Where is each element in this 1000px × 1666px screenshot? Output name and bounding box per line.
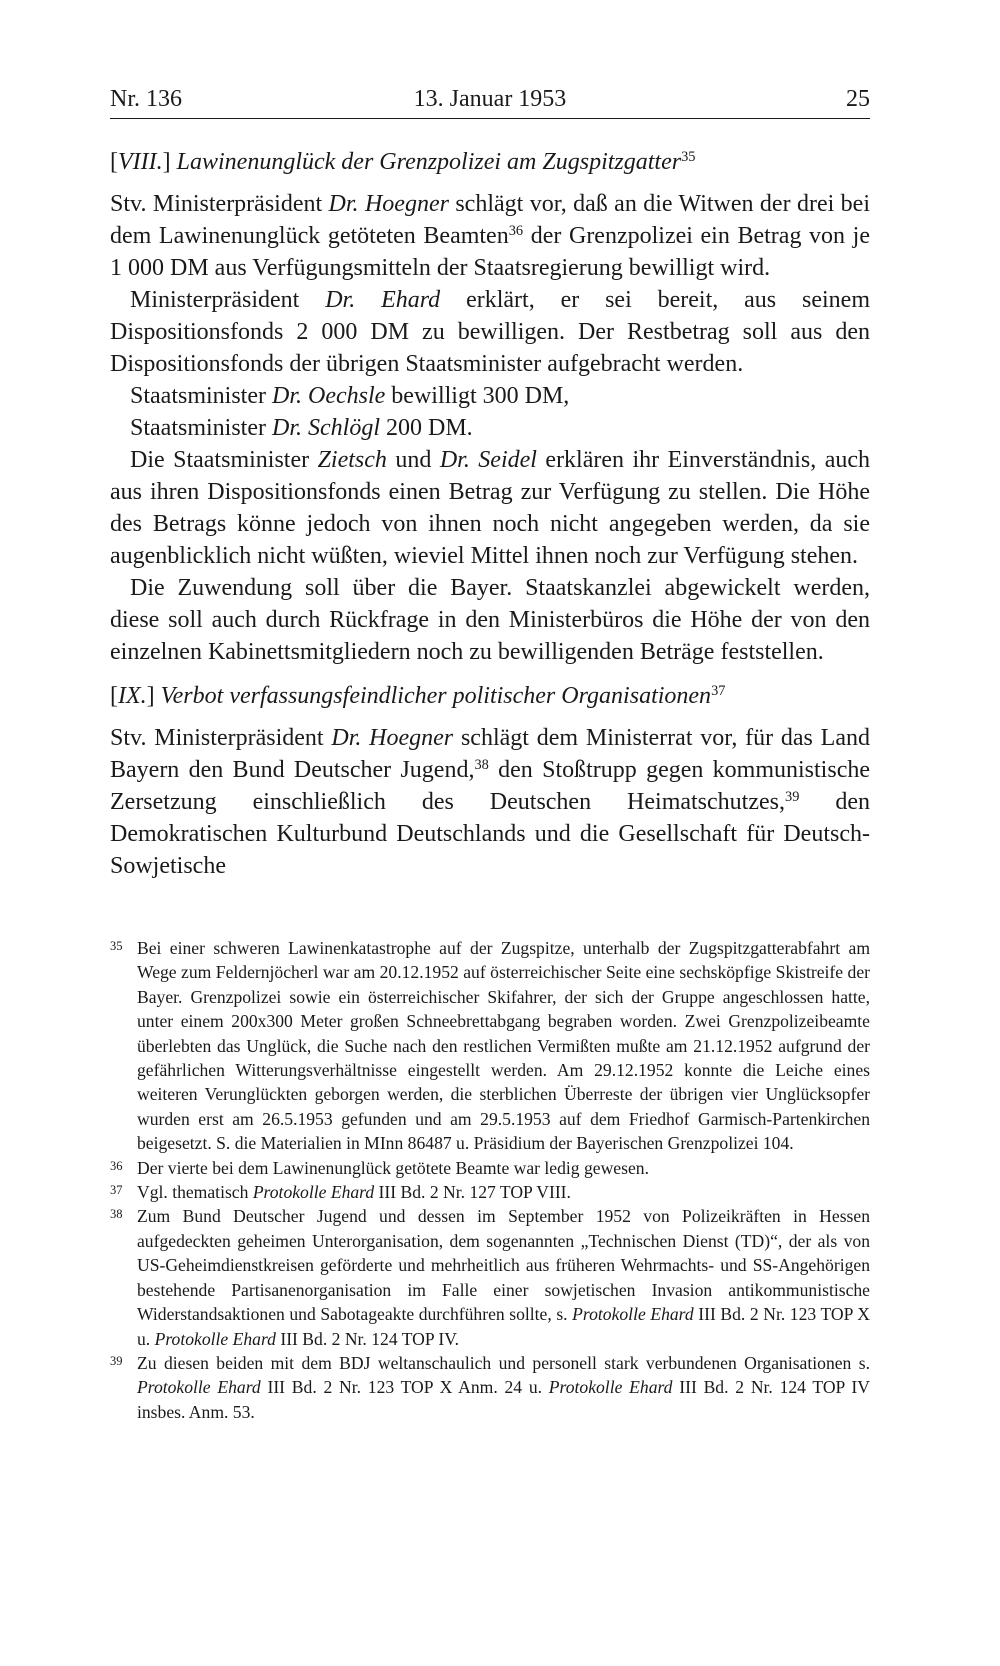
text-span: schlägt dem Ministerrat vor, für das Land Bayern den Bund Deutscher Jugend, — [110, 725, 870, 783]
paragraph — [110, 444, 870, 572]
footnote-text: III Bd. 2 Nr. 124 TOP IV insbes. Anm. 53. — [137, 1377, 870, 1422]
paragraph — [110, 412, 870, 444]
footnote-37 — [110, 1180, 870, 1204]
person-name: Zietsch — [317, 447, 387, 473]
footnote-text: III Bd. 2 Nr. 124 TOP IV. — [275, 1328, 460, 1349]
footnote-text: Der vierte bei dem Lawinenunglück getötete Beamte war ledig gewesen. — [137, 1157, 649, 1178]
footnote-number: 35 — [110, 939, 123, 953]
footnotes — [110, 936, 870, 1424]
text-span: erklären ihr Einverständnis, auch aus ihren Dispositionsfonds einen Betrag zur Verfügung zu stellen. Die Höhe des Betrags könne jedoch von ihnen noch nicht angegeben werden, da sie augenblicklich nicht wüßten, wieviel Mittel ihnen noch zur Verfügung stehen. — [110, 447, 871, 569]
footnote-text: III Bd. 2 Nr. 123 TOP X Anm. 24 u. — [260, 1377, 549, 1398]
footnote-number: 39 — [110, 1353, 123, 1368]
text-span: Stv. Ministerpräsident — [110, 725, 332, 751]
footnote-ref: 35 — [681, 149, 696, 166]
section-roman-numeral: IX. — [118, 683, 147, 709]
running-header — [110, 84, 870, 119]
footnote-36 — [110, 1156, 870, 1180]
text-span: den Stoßtrupp gegen kommunistische Zersetzung einschließlich des Deutschen Heimatschutzes, — [110, 757, 870, 815]
footnote-number: 36 — [110, 1158, 123, 1173]
footnote-35 — [110, 936, 870, 1156]
footnote-text: III Bd. 2 Nr. 127 TOP VIII. — [374, 1182, 571, 1203]
page-number: 25 — [846, 86, 870, 112]
text-span: erklärt, er sei bereit, aus seinem Dispositionsfonds 2 000 DM zu bewilligen. Der Restbetrag soll aus den Dispositionsfonds der übrigen Staatsminister aufgebracht werden. — [110, 287, 870, 377]
text-span: schlägt vor, daß an die Witwen der drei bei dem Lawinenunglück getöteten Beamten — [110, 191, 870, 249]
footnote-ref: 36 — [508, 223, 524, 240]
text-span: Ministerpräsident — [130, 287, 326, 313]
text-span: den Demokratischen Kulturbund Deutschlands und die Gesellschaft für Deutsch-Sowjetische — [110, 789, 871, 879]
text-span: Staatsminister — [130, 415, 272, 441]
person-name: Dr. Hoegner — [328, 191, 449, 217]
footnote-text: III Bd. 2 Nr. 123 TOP X u. — [137, 1304, 870, 1349]
paragraph — [110, 188, 870, 284]
footnote-text: Bei einer schweren Lawinenkatastrophe auf der Zugspitze, unterhalb der Zugspitzgatterabfahrt am Wege zum Feldernjöcherl war am 20.12.1952 auf österreichischer Seite eine sechsköpfige Skistreife der Bayer. Grenzpolizei sowie ein österreichischer Skifahrer, der sich der Gruppe angeschlossen hatte, unter einem 200x300 Meter großen Schneebrettabgang begraben worden. Zwei Grenzpolizeibeamte überlebten das Unglück, die Suche nach den restlichen Vermißten mußte am 21.12.1952 aufgrund der gefährlichen Witterungsverhältnisse eingestellt werden. Am 29.12.1952 konnte die Leiche eines weiteren Verunglückten geborgen werden, die sterblichen Überreste der übrigen vier Unglücksopfer wurden erst am 26.5.1953 gefunden und am 29.5.1953 auf dem Friedhof Garmisch-Partenkirchen beigesetzt. S. die Materialien in MInn 86487 u. Präsidium der Bayerischen Grenzpolizei 104. — [137, 938, 870, 1154]
paragraph: Die Zuwendung soll über die Bayer. Staatskanzlei abgewickelt werden, diese soll auch durch Rückfrage in den Ministerbüros die Höhe der von den einzelnen Kabinettsmitgliedern noch zu bewilligenden Beträge feststellen. — [110, 575, 870, 665]
section-roman-numeral: VIII. — [118, 149, 163, 175]
footnote-38 — [110, 1204, 870, 1350]
section-heading-viii: [VIII.] Lawinenunglück der Grenzpolizei am Zugspitzgatter$^{35}$ — [110, 149, 696, 175]
footnote-text: Vgl. thematisch — [137, 1182, 253, 1203]
footnote-ref: 38 — [474, 757, 489, 774]
footnote-text: Zu diesen beiden mit dem BDJ weltanschaulich und personell stark verbundenen Organisationen s. — [137, 1352, 870, 1373]
text-span: Stv. Ministerpräsident — [110, 191, 329, 217]
person-name: Dr. Seidel — [439, 447, 537, 473]
text-span: Staatsminister — [130, 383, 272, 409]
source-title: Protokolle Ehard — [252, 1182, 375, 1203]
document-date: 13. Januar 1953 — [413, 86, 567, 112]
source-title: Protokolle Ehard — [154, 1328, 276, 1349]
person-name: Dr. Ehard — [325, 287, 441, 313]
person-name: Dr. Schlögl — [271, 415, 380, 441]
footnote-ref: 39 — [785, 789, 800, 806]
text-span: Die Staatsminister — [130, 447, 318, 473]
paragraph — [110, 722, 870, 882]
person-name: Dr. Oechsle — [271, 383, 386, 409]
section-heading-ix: [IX.] Verbot verfassungsfeindlicher politischer Organisationen$^{37}$ — [110, 683, 726, 709]
section-title: Lawinenunglück der Grenzpolizei am Zugspitzgatter — [176, 149, 682, 175]
source-title: Protokolle Ehard — [548, 1377, 673, 1398]
paragraph — [110, 284, 870, 380]
text-span: und — [386, 447, 440, 473]
source-title: Protokolle Ehard — [572, 1304, 694, 1325]
source-title: Protokolle Ehard — [137, 1377, 261, 1398]
text-span: der Grenzpolizei ein Betrag von je 1 000 DM aus Verfügungsmitteln der Staatsregierung bewilligt wird. — [110, 223, 870, 281]
footnote-ref: 37 — [711, 683, 726, 700]
document-number: Nr. 136 — [110, 86, 182, 112]
main-text — [110, 146, 870, 882]
footnote-text: Zum Bund Deutscher Jugend und dessen im September 1952 von Polizeikräften in Hessen aufgedeckten geheimen Unterorganisation, dem sogenannten „Technischen Dienst (TD)“, der als von US-Geheimdienstkreisen geförderte und mehrheitlich aus früheren Wehrmachts- und SS-Angehörigen bestehende Partisanenorganisation im Falle einer sowjetischen Invasion antikommunistische Widerstandsaktionen und Sabotageakte durchführen sollte, s. — [137, 1206, 870, 1325]
footnote-number: 38 — [110, 1207, 123, 1222]
section-title: Verbot verfassungsfeindlicher politischer Organisationen — [160, 683, 712, 709]
person-name: Dr. Hoegner — [331, 725, 454, 751]
text-span: bewilligt 300 DM, — [385, 383, 570, 409]
footnote-number: 37 — [110, 1183, 123, 1198]
text-span: 200 DM. — [379, 415, 473, 441]
footnote-39 — [110, 1351, 870, 1424]
paragraph — [110, 380, 870, 412]
